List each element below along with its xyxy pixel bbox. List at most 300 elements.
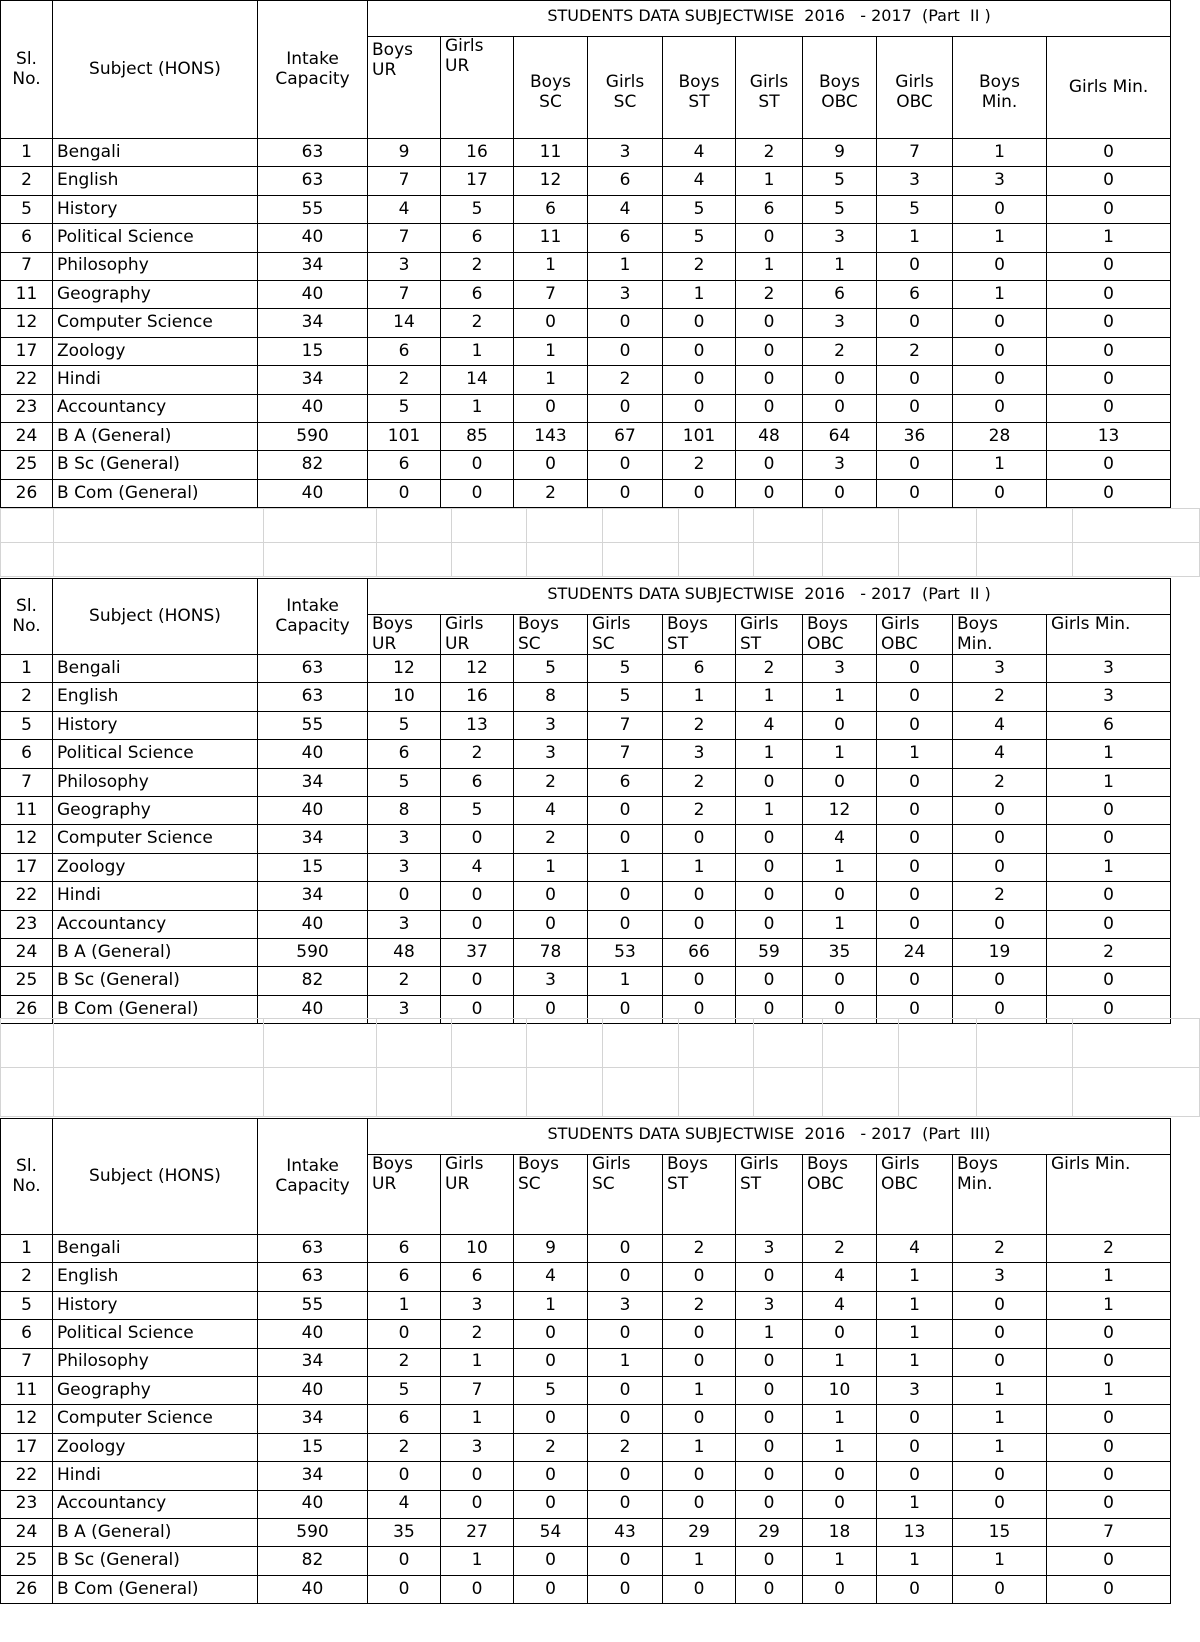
cell-count: 7 bbox=[441, 1376, 514, 1404]
cell-count: 0 bbox=[953, 394, 1047, 422]
header-text: OBC bbox=[807, 633, 844, 654]
header-text: Girls bbox=[605, 71, 645, 92]
cell-count: 2 bbox=[441, 740, 514, 768]
cell-count: 5 bbox=[368, 768, 441, 796]
cell-count: 0 bbox=[1047, 1490, 1171, 1518]
cell-count: 0 bbox=[514, 309, 588, 337]
cell-count: 14 bbox=[441, 366, 514, 394]
header-text: ST bbox=[758, 91, 780, 112]
cell-count: 0 bbox=[736, 451, 803, 479]
table-row bbox=[1, 167, 1171, 195]
cell-count: 0 bbox=[663, 995, 736, 1023]
empty-cell bbox=[602, 509, 679, 543]
cell-count: 0 bbox=[588, 1320, 663, 1348]
header-text: Girls Min. bbox=[1051, 1154, 1131, 1174]
empty-cell bbox=[679, 509, 754, 543]
cell-subject: Accountancy bbox=[53, 1490, 258, 1518]
cell-count: 0 bbox=[953, 910, 1047, 938]
cell-count: 29 bbox=[663, 1518, 736, 1546]
cell-count: 1 bbox=[514, 366, 588, 394]
cell-sl-no: 1 bbox=[1, 655, 53, 683]
header-row bbox=[1, 579, 1171, 615]
cell-count: 101 bbox=[663, 422, 736, 450]
cell-count: 6 bbox=[441, 1263, 514, 1291]
cell-count: 0 bbox=[877, 451, 953, 479]
cell-count: 0 bbox=[736, 882, 803, 910]
header-text: Boys bbox=[667, 1154, 708, 1174]
table-row bbox=[1, 309, 1171, 337]
empty-row bbox=[1, 543, 1200, 577]
cell-count: 0 bbox=[877, 853, 953, 881]
cell-count: 0 bbox=[877, 683, 953, 711]
cell-count: 0 bbox=[1047, 967, 1171, 995]
cell-count: 0 bbox=[663, 309, 736, 337]
cell-count: 0 bbox=[663, 882, 736, 910]
cell-count: 0 bbox=[663, 366, 736, 394]
empty-cell bbox=[822, 1068, 898, 1117]
col-header-category bbox=[1047, 37, 1171, 139]
cell-count: 6 bbox=[588, 768, 663, 796]
cell-subject: B A (General) bbox=[53, 422, 258, 450]
cell-count: 0 bbox=[877, 479, 953, 507]
cell-count: 0 bbox=[1047, 882, 1171, 910]
header-row bbox=[1, 1119, 1171, 1155]
cell-sl-no: 2 bbox=[1, 167, 53, 195]
cell-count: 1 bbox=[953, 451, 1047, 479]
cell-count: 14 bbox=[368, 309, 441, 337]
cell-count: 5 bbox=[663, 195, 736, 223]
header-text: ST bbox=[740, 1173, 762, 1194]
cell-count: 5 bbox=[514, 655, 588, 683]
cell-intake: 40 bbox=[258, 224, 368, 252]
cell-count: 1 bbox=[588, 1348, 663, 1376]
cell-count: 66 bbox=[663, 939, 736, 967]
cell-count: 0 bbox=[1047, 910, 1171, 938]
header-text: Subject (HONS) bbox=[89, 605, 221, 626]
cell-subject: Computer Science bbox=[53, 825, 258, 853]
cell-subject: Philosophy bbox=[53, 1348, 258, 1376]
cell-subject: History bbox=[53, 1291, 258, 1319]
cell-count: 7 bbox=[368, 167, 441, 195]
cell-count: 0 bbox=[877, 768, 953, 796]
cell-count: 4 bbox=[663, 167, 736, 195]
cell-count: 2 bbox=[663, 797, 736, 825]
cell-count: 4 bbox=[803, 825, 877, 853]
cell-count: 1 bbox=[663, 280, 736, 308]
header-text: ST bbox=[667, 633, 689, 654]
cell-count: 0 bbox=[663, 1490, 736, 1518]
cell-count: 11 bbox=[514, 139, 588, 167]
cell-sl-no: 12 bbox=[1, 825, 53, 853]
cell-count: 0 bbox=[663, 394, 736, 422]
cell-count: 0 bbox=[953, 366, 1047, 394]
cell-count: 0 bbox=[588, 479, 663, 507]
col-header-category bbox=[877, 37, 953, 139]
header-text: Subject (HONS) bbox=[89, 58, 221, 79]
cell-sl-no: 12 bbox=[1, 1405, 53, 1433]
cell-count: 6 bbox=[441, 768, 514, 796]
cell-count: 6 bbox=[368, 1235, 441, 1263]
cell-count: 0 bbox=[1047, 995, 1171, 1023]
cell-count: 10 bbox=[368, 683, 441, 711]
cell-count: 6 bbox=[441, 280, 514, 308]
cell-count: 9 bbox=[368, 139, 441, 167]
empty-cell bbox=[754, 509, 823, 543]
header-row bbox=[1, 1, 1171, 37]
empty-cell bbox=[264, 509, 377, 543]
cell-count: 2 bbox=[736, 655, 803, 683]
table-row bbox=[1, 1490, 1171, 1518]
empty-cell bbox=[898, 509, 976, 543]
cell-sl-no: 23 bbox=[1, 394, 53, 422]
empty-cell bbox=[264, 1019, 377, 1068]
cell-count: 0 bbox=[877, 825, 953, 853]
header-text: No. bbox=[12, 68, 41, 89]
cell-intake: 82 bbox=[258, 967, 368, 995]
cell-count: 3 bbox=[1047, 655, 1171, 683]
col-header-category bbox=[441, 1155, 514, 1235]
table-row bbox=[1, 1235, 1171, 1263]
cell-count: 7 bbox=[514, 280, 588, 308]
header-text: Capacity bbox=[275, 1175, 350, 1196]
cell-count: 2 bbox=[663, 252, 736, 280]
cell-count: 0 bbox=[441, 910, 514, 938]
cell-count: 3 bbox=[368, 853, 441, 881]
cell-count: 1 bbox=[514, 1291, 588, 1319]
cell-count: 0 bbox=[736, 337, 803, 365]
cell-count: 0 bbox=[736, 1433, 803, 1461]
cell-count: 1 bbox=[736, 167, 803, 195]
cell-count: 1 bbox=[588, 853, 663, 881]
empty-row bbox=[1, 509, 1200, 543]
table-row bbox=[1, 967, 1171, 995]
header-text: Girls Min. bbox=[1051, 614, 1131, 634]
table-row bbox=[1, 797, 1171, 825]
cell-count: 5 bbox=[441, 797, 514, 825]
empty-cell bbox=[754, 1019, 823, 1068]
col-header-category bbox=[368, 1155, 441, 1235]
cell-count: 1 bbox=[441, 394, 514, 422]
empty-cell bbox=[526, 543, 602, 577]
cell-count: 1 bbox=[953, 280, 1047, 308]
table-row bbox=[1, 394, 1171, 422]
col-header-category bbox=[588, 37, 663, 139]
cell-count: 0 bbox=[1047, 337, 1171, 365]
cell-count: 1 bbox=[877, 1320, 953, 1348]
header-text: Boys bbox=[807, 1154, 848, 1174]
cell-count: 6 bbox=[368, 337, 441, 365]
empty-cell bbox=[54, 1019, 264, 1068]
cell-subject: Geography bbox=[53, 280, 258, 308]
cell-count: 1 bbox=[514, 252, 588, 280]
cell-count: 5 bbox=[588, 655, 663, 683]
cell-sl-no: 11 bbox=[1, 280, 53, 308]
empty-cell bbox=[1072, 1019, 1199, 1068]
cell-count: 0 bbox=[588, 1575, 663, 1603]
cell-count: 0 bbox=[514, 394, 588, 422]
cell-count: 1 bbox=[877, 1263, 953, 1291]
cell-sl-no: 17 bbox=[1, 1433, 53, 1461]
col-header-category bbox=[736, 1155, 803, 1235]
cell-count: 13 bbox=[877, 1518, 953, 1546]
col-header-category bbox=[514, 37, 588, 139]
header-text: Boys bbox=[518, 1154, 559, 1174]
cell-count: 0 bbox=[803, 1575, 877, 1603]
empty-cell bbox=[526, 509, 602, 543]
cell-count: 6 bbox=[663, 655, 736, 683]
cell-count: 0 bbox=[1047, 797, 1171, 825]
cell-count: 0 bbox=[1047, 1405, 1171, 1433]
cell-intake: 55 bbox=[258, 711, 368, 739]
cell-count: 0 bbox=[736, 1376, 803, 1404]
cell-count: 59 bbox=[736, 939, 803, 967]
cell-count: 0 bbox=[953, 853, 1047, 881]
cell-count: 0 bbox=[441, 995, 514, 1023]
cell-sl-no: 25 bbox=[1, 451, 53, 479]
cell-count: 1 bbox=[663, 853, 736, 881]
header-text: Girls bbox=[881, 1154, 920, 1174]
cell-count: 1 bbox=[663, 1376, 736, 1404]
cell-sl-no: 6 bbox=[1, 224, 53, 252]
cell-count: 0 bbox=[1047, 252, 1171, 280]
cell-count: 48 bbox=[368, 939, 441, 967]
cell-count: 3 bbox=[588, 139, 663, 167]
cell-count: 6 bbox=[441, 224, 514, 252]
cell-count: 0 bbox=[877, 967, 953, 995]
cell-intake: 34 bbox=[258, 1348, 368, 1376]
cell-intake: 40 bbox=[258, 1575, 368, 1603]
table-row bbox=[1, 366, 1171, 394]
empty-cell bbox=[976, 509, 1072, 543]
cell-count: 1 bbox=[803, 252, 877, 280]
cell-count: 3 bbox=[877, 167, 953, 195]
col-header-category bbox=[1047, 615, 1171, 655]
cell-count: 4 bbox=[803, 1263, 877, 1291]
cell-count: 1 bbox=[803, 1433, 877, 1461]
cell-sl-no: 12 bbox=[1, 309, 53, 337]
cell-count: 4 bbox=[663, 139, 736, 167]
header-text: Girls bbox=[445, 1154, 484, 1174]
cell-subject: Political Science bbox=[53, 740, 258, 768]
cell-intake: 15 bbox=[258, 853, 368, 881]
cell-count: 2 bbox=[514, 825, 588, 853]
cell-count: 19 bbox=[953, 939, 1047, 967]
cell-count: 0 bbox=[877, 711, 953, 739]
cell-sl-no: 7 bbox=[1, 1348, 53, 1376]
cell-sl-no: 5 bbox=[1, 195, 53, 223]
cell-count: 6 bbox=[368, 740, 441, 768]
cell-count: 1 bbox=[803, 1348, 877, 1376]
cell-count: 3 bbox=[803, 224, 877, 252]
cell-count: 1 bbox=[1047, 853, 1171, 881]
cell-count: 1 bbox=[441, 1405, 514, 1433]
header-text: OBC bbox=[881, 633, 918, 654]
cell-intake: 63 bbox=[258, 1235, 368, 1263]
cell-count: 0 bbox=[588, 337, 663, 365]
cell-count: 5 bbox=[588, 683, 663, 711]
cell-count: 101 bbox=[368, 422, 441, 450]
table-row bbox=[1, 1348, 1171, 1376]
header-text: SC bbox=[613, 91, 637, 112]
cell-count: 0 bbox=[1047, 1462, 1171, 1490]
cell-count: 12 bbox=[803, 797, 877, 825]
cell-count: 4 bbox=[803, 1291, 877, 1319]
cell-count: 1 bbox=[803, 1547, 877, 1575]
cell-intake: 34 bbox=[258, 882, 368, 910]
cell-count: 0 bbox=[803, 366, 877, 394]
cell-count: 0 bbox=[803, 1462, 877, 1490]
header-text: Boys bbox=[957, 614, 998, 634]
cell-count: 1 bbox=[736, 1320, 803, 1348]
empty-cell bbox=[754, 543, 823, 577]
table-row bbox=[1, 1291, 1171, 1319]
cell-subject: Hindi bbox=[53, 1462, 258, 1490]
cell-count: 3 bbox=[514, 967, 588, 995]
col-header-category bbox=[663, 615, 736, 655]
cell-subject: B A (General) bbox=[53, 939, 258, 967]
cell-count: 0 bbox=[588, 1547, 663, 1575]
empty-cell bbox=[377, 1019, 452, 1068]
empty-row bbox=[1, 1019, 1200, 1068]
empty-cell bbox=[898, 1068, 976, 1117]
cell-count: 2 bbox=[736, 280, 803, 308]
cell-count: 3 bbox=[441, 1433, 514, 1461]
cell-count: 0 bbox=[803, 711, 877, 739]
cell-count: 0 bbox=[1047, 1433, 1171, 1461]
cell-count: 4 bbox=[514, 1263, 588, 1291]
cell-intake: 63 bbox=[258, 1263, 368, 1291]
cell-count: 8 bbox=[514, 683, 588, 711]
col-header-category bbox=[953, 1155, 1047, 1235]
cell-sl-no: 17 bbox=[1, 853, 53, 881]
header-text: Boys bbox=[807, 614, 848, 634]
cell-count: 2 bbox=[514, 1433, 588, 1461]
table-row bbox=[1, 711, 1171, 739]
cell-intake: 34 bbox=[258, 1462, 368, 1490]
cell-count: 1 bbox=[663, 1433, 736, 1461]
cell-intake: 34 bbox=[258, 366, 368, 394]
cell-subject: English bbox=[53, 1263, 258, 1291]
col-header-category bbox=[803, 615, 877, 655]
cell-count: 1 bbox=[953, 224, 1047, 252]
cell-count: 0 bbox=[1047, 1348, 1171, 1376]
cell-count: 64 bbox=[803, 422, 877, 450]
cell-intake: 34 bbox=[258, 252, 368, 280]
empty-cell bbox=[526, 1068, 602, 1117]
cell-subject: B A (General) bbox=[53, 1518, 258, 1546]
empty-cell bbox=[976, 543, 1072, 577]
header-text: Girls bbox=[592, 614, 631, 634]
table-row bbox=[1, 910, 1171, 938]
cell-count: 0 bbox=[953, 1291, 1047, 1319]
cell-count: 1 bbox=[1047, 1376, 1171, 1404]
cell-count: 1 bbox=[663, 683, 736, 711]
empty-cell bbox=[1, 543, 54, 577]
empty-cell bbox=[451, 543, 526, 577]
col-header-intake bbox=[258, 1, 368, 139]
header-text: UR bbox=[445, 55, 470, 76]
cell-count: 0 bbox=[736, 479, 803, 507]
col-header-category bbox=[953, 615, 1047, 655]
cell-count: 0 bbox=[736, 1490, 803, 1518]
header-text: UR bbox=[445, 1173, 470, 1194]
cell-count: 0 bbox=[953, 825, 1047, 853]
col-header-category bbox=[1047, 1155, 1171, 1235]
header-text: Boys bbox=[979, 71, 1020, 92]
cell-count: 12 bbox=[441, 655, 514, 683]
cell-count: 0 bbox=[736, 224, 803, 252]
col-header-category bbox=[514, 1155, 588, 1235]
cell-count: 0 bbox=[368, 1547, 441, 1575]
cell-count: 0 bbox=[441, 967, 514, 995]
cell-count: 0 bbox=[953, 797, 1047, 825]
cell-count: 2 bbox=[663, 711, 736, 739]
cell-count: 2 bbox=[1047, 1235, 1171, 1263]
cell-intake: 40 bbox=[258, 479, 368, 507]
cell-count: 16 bbox=[441, 139, 514, 167]
cell-subject: B Com (General) bbox=[53, 1575, 258, 1603]
cell-count: 1 bbox=[877, 224, 953, 252]
cell-count: 0 bbox=[736, 768, 803, 796]
cell-count: 18 bbox=[803, 1518, 877, 1546]
cell-intake: 15 bbox=[258, 337, 368, 365]
cell-count: 0 bbox=[663, 1348, 736, 1376]
header-text: Girls bbox=[895, 71, 934, 92]
cell-count: 0 bbox=[877, 1462, 953, 1490]
cell-count: 0 bbox=[877, 882, 953, 910]
header-text: Sl. bbox=[16, 596, 37, 616]
cell-count: 0 bbox=[953, 1462, 1047, 1490]
cell-sl-no: 17 bbox=[1, 337, 53, 365]
table-row bbox=[1, 252, 1171, 280]
cell-count: 0 bbox=[803, 1320, 877, 1348]
table-row bbox=[1, 451, 1171, 479]
header-text: OBC bbox=[896, 91, 933, 112]
cell-sl-no: 25 bbox=[1, 967, 53, 995]
cell-count: 0 bbox=[588, 1405, 663, 1433]
cell-count: 1 bbox=[877, 1348, 953, 1376]
cell-count: 0 bbox=[1047, 394, 1171, 422]
cell-count: 2 bbox=[588, 1433, 663, 1461]
header-text: OBC bbox=[821, 91, 858, 112]
col-header-subject bbox=[53, 579, 258, 655]
cell-count: 1 bbox=[953, 139, 1047, 167]
cell-count: 2 bbox=[663, 1235, 736, 1263]
cell-count: 0 bbox=[663, 825, 736, 853]
cell-count: 6 bbox=[368, 1405, 441, 1433]
cell-count: 0 bbox=[953, 1348, 1047, 1376]
cell-count: 0 bbox=[514, 1405, 588, 1433]
cell-count: 0 bbox=[588, 995, 663, 1023]
header-text: SC bbox=[592, 633, 615, 654]
empty-cell bbox=[679, 1019, 754, 1068]
cell-sl-no: 24 bbox=[1, 939, 53, 967]
table-row bbox=[1, 337, 1171, 365]
header-text: OBC bbox=[807, 1173, 844, 1194]
header-text: ST bbox=[667, 1173, 689, 1194]
cell-intake: 63 bbox=[258, 139, 368, 167]
cell-count: 0 bbox=[803, 1490, 877, 1518]
cell-count: 0 bbox=[1047, 139, 1171, 167]
empty-cell bbox=[822, 1019, 898, 1068]
cell-count: 0 bbox=[877, 394, 953, 422]
header-text: Girls Min. bbox=[1068, 76, 1149, 97]
cell-count: 1 bbox=[877, 1291, 953, 1319]
cell-subject: Bengali bbox=[53, 1235, 258, 1263]
cell-count: 5 bbox=[441, 195, 514, 223]
cell-count: 1 bbox=[368, 1291, 441, 1319]
cell-count: 0 bbox=[1047, 309, 1171, 337]
